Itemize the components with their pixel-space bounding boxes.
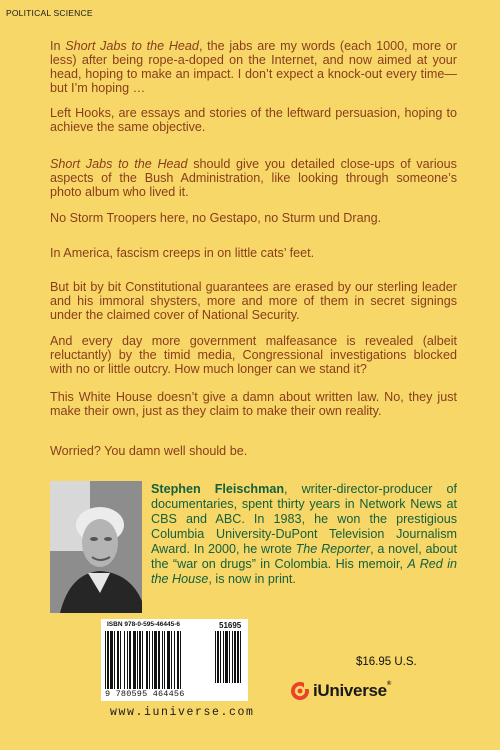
barcode-digits: 9 780595 464456 <box>105 689 185 699</box>
publisher-url: www.iuniverse.com <box>110 706 255 719</box>
category-label: POLITICAL SCIENCE <box>6 8 93 18</box>
publisher-logo <box>290 680 391 702</box>
barcode-addon-bar <box>229 631 230 683</box>
barcode-bar <box>107 631 109 689</box>
bio-text-b: , a novel, about the “war on drugs” in Colombia. His memoir, <box>151 542 457 571</box>
barcode-bar <box>120 631 121 689</box>
barcode-bar <box>127 631 128 689</box>
barcode-bar <box>162 631 163 689</box>
barcode-bar <box>114 631 115 689</box>
barcode-bar <box>154 631 157 689</box>
blurb-paragraph-2: Left Hooks, are essays and stories of the leftward persuasion, hoping to achieve the same objective. <box>50 106 457 134</box>
isbn-barcode <box>101 619 248 701</box>
trademark-symbol: ® <box>386 681 391 687</box>
author-bio <box>151 482 457 587</box>
blurb-p3-text: should give you detailed close-ups of various aspects of the Bush Administration, like looking through someone’s photo album who lived it. <box>50 157 457 199</box>
blurb-paragraph-6: But bit by bit Constitutional guarantees are erased by our sterling leader and his immoral shysters, more and more of them in secret signings under the claimed cover of National Security. <box>50 280 457 322</box>
barcode-addon-bar <box>215 631 216 683</box>
author-photo <box>50 481 142 613</box>
bio-book-title-2: A Red in the House <box>151 557 457 586</box>
price-label: $16.95 U.S. <box>356 656 417 668</box>
blurb-paragraph-5: In America, fascism creeps in on little cats’ feet. <box>50 246 315 260</box>
barcode-bar <box>117 631 119 689</box>
barcode-addon-bar <box>220 631 221 683</box>
blurb-paragraph-9: Worried? You damn well should be. <box>50 444 248 458</box>
book-title: Short Jabs to the Head <box>50 157 188 171</box>
barcode-bar <box>142 631 143 689</box>
barcode-bar <box>158 631 160 689</box>
barcode-bar <box>152 631 153 689</box>
bio-text-c: , is now in print. <box>208 572 296 586</box>
barcode-bar <box>171 631 172 689</box>
blurb-p1-text: , the jabs are my words (each 1000, more or less) after being rope-a-doped on the Internet, and now aimed at your head, hoping to make an impact. I don’t expect a knock-out every time—but I’m hoping … <box>50 39 457 95</box>
barcode-addon-bar <box>237 631 239 683</box>
barcode-addon-bar <box>223 631 224 683</box>
author-name: Stephen Fleischman <box>151 482 285 496</box>
barcode-bar <box>177 631 179 689</box>
bio-text-a: , writer-director-producer of documentaries, spent thirty years in Network News at CBS and ABC. In 1983, he won the prestigious Columbia University-DuPont Television Journalism Award. In 2000, he wrote <box>151 482 457 556</box>
barcode-bar <box>146 631 148 689</box>
barcode-bar <box>164 631 165 689</box>
author-portrait-image <box>50 481 142 613</box>
barcode-bar <box>110 631 113 689</box>
book-title: Short Jabs to the Head <box>65 39 199 53</box>
blurb-paragraph-1 <box>50 39 457 95</box>
barcode-bar <box>129 631 131 689</box>
isbn-label: ISBN 978-0-595-46445-6 <box>107 621 180 628</box>
barcode-addon-number: 51695 <box>219 621 242 630</box>
blurb-paragraph-4: No Storm Troopers here, no Gestapo, no Sturm und Drang. <box>50 211 382 225</box>
bio-book-title-1: The Reporter <box>295 542 371 556</box>
barcode-bar <box>167 631 170 689</box>
iuniverse-logo-icon <box>290 681 310 701</box>
blurb-paragraph-7: And every day more government malfeasance is revealed (albeit reluctantly) by the timid media, Congressional investigations blocked with no or little outcry. How much longer can we stand it? <box>50 334 457 376</box>
barcode-bar <box>124 631 125 689</box>
barcode-addon-bar <box>225 631 228 683</box>
barcode-bar <box>105 631 106 689</box>
barcode-addon-bar <box>240 631 241 683</box>
blurb-paragraph-3 <box>50 157 457 199</box>
publisher-name <box>313 681 391 701</box>
barcode-bar <box>174 631 175 689</box>
barcode-bar <box>180 631 181 689</box>
barcode-addon-bar <box>232 631 233 683</box>
blurb-paragraph-8: This White House doesn’t give a damn about written law. No, they just make their own, just as they claim to make their own reality. <box>50 390 457 418</box>
barcode-bar <box>139 631 141 689</box>
barcode-bars <box>105 631 245 689</box>
barcode-addon-bar <box>234 631 236 683</box>
publisher-name-text: iUniverse <box>313 681 387 700</box>
blurb-p1-lead: In <box>50 39 66 53</box>
barcode-bar <box>133 631 136 689</box>
barcode-addon-bar <box>217 631 219 683</box>
barcode-bar <box>149 631 150 689</box>
barcode-bar <box>137 631 138 689</box>
